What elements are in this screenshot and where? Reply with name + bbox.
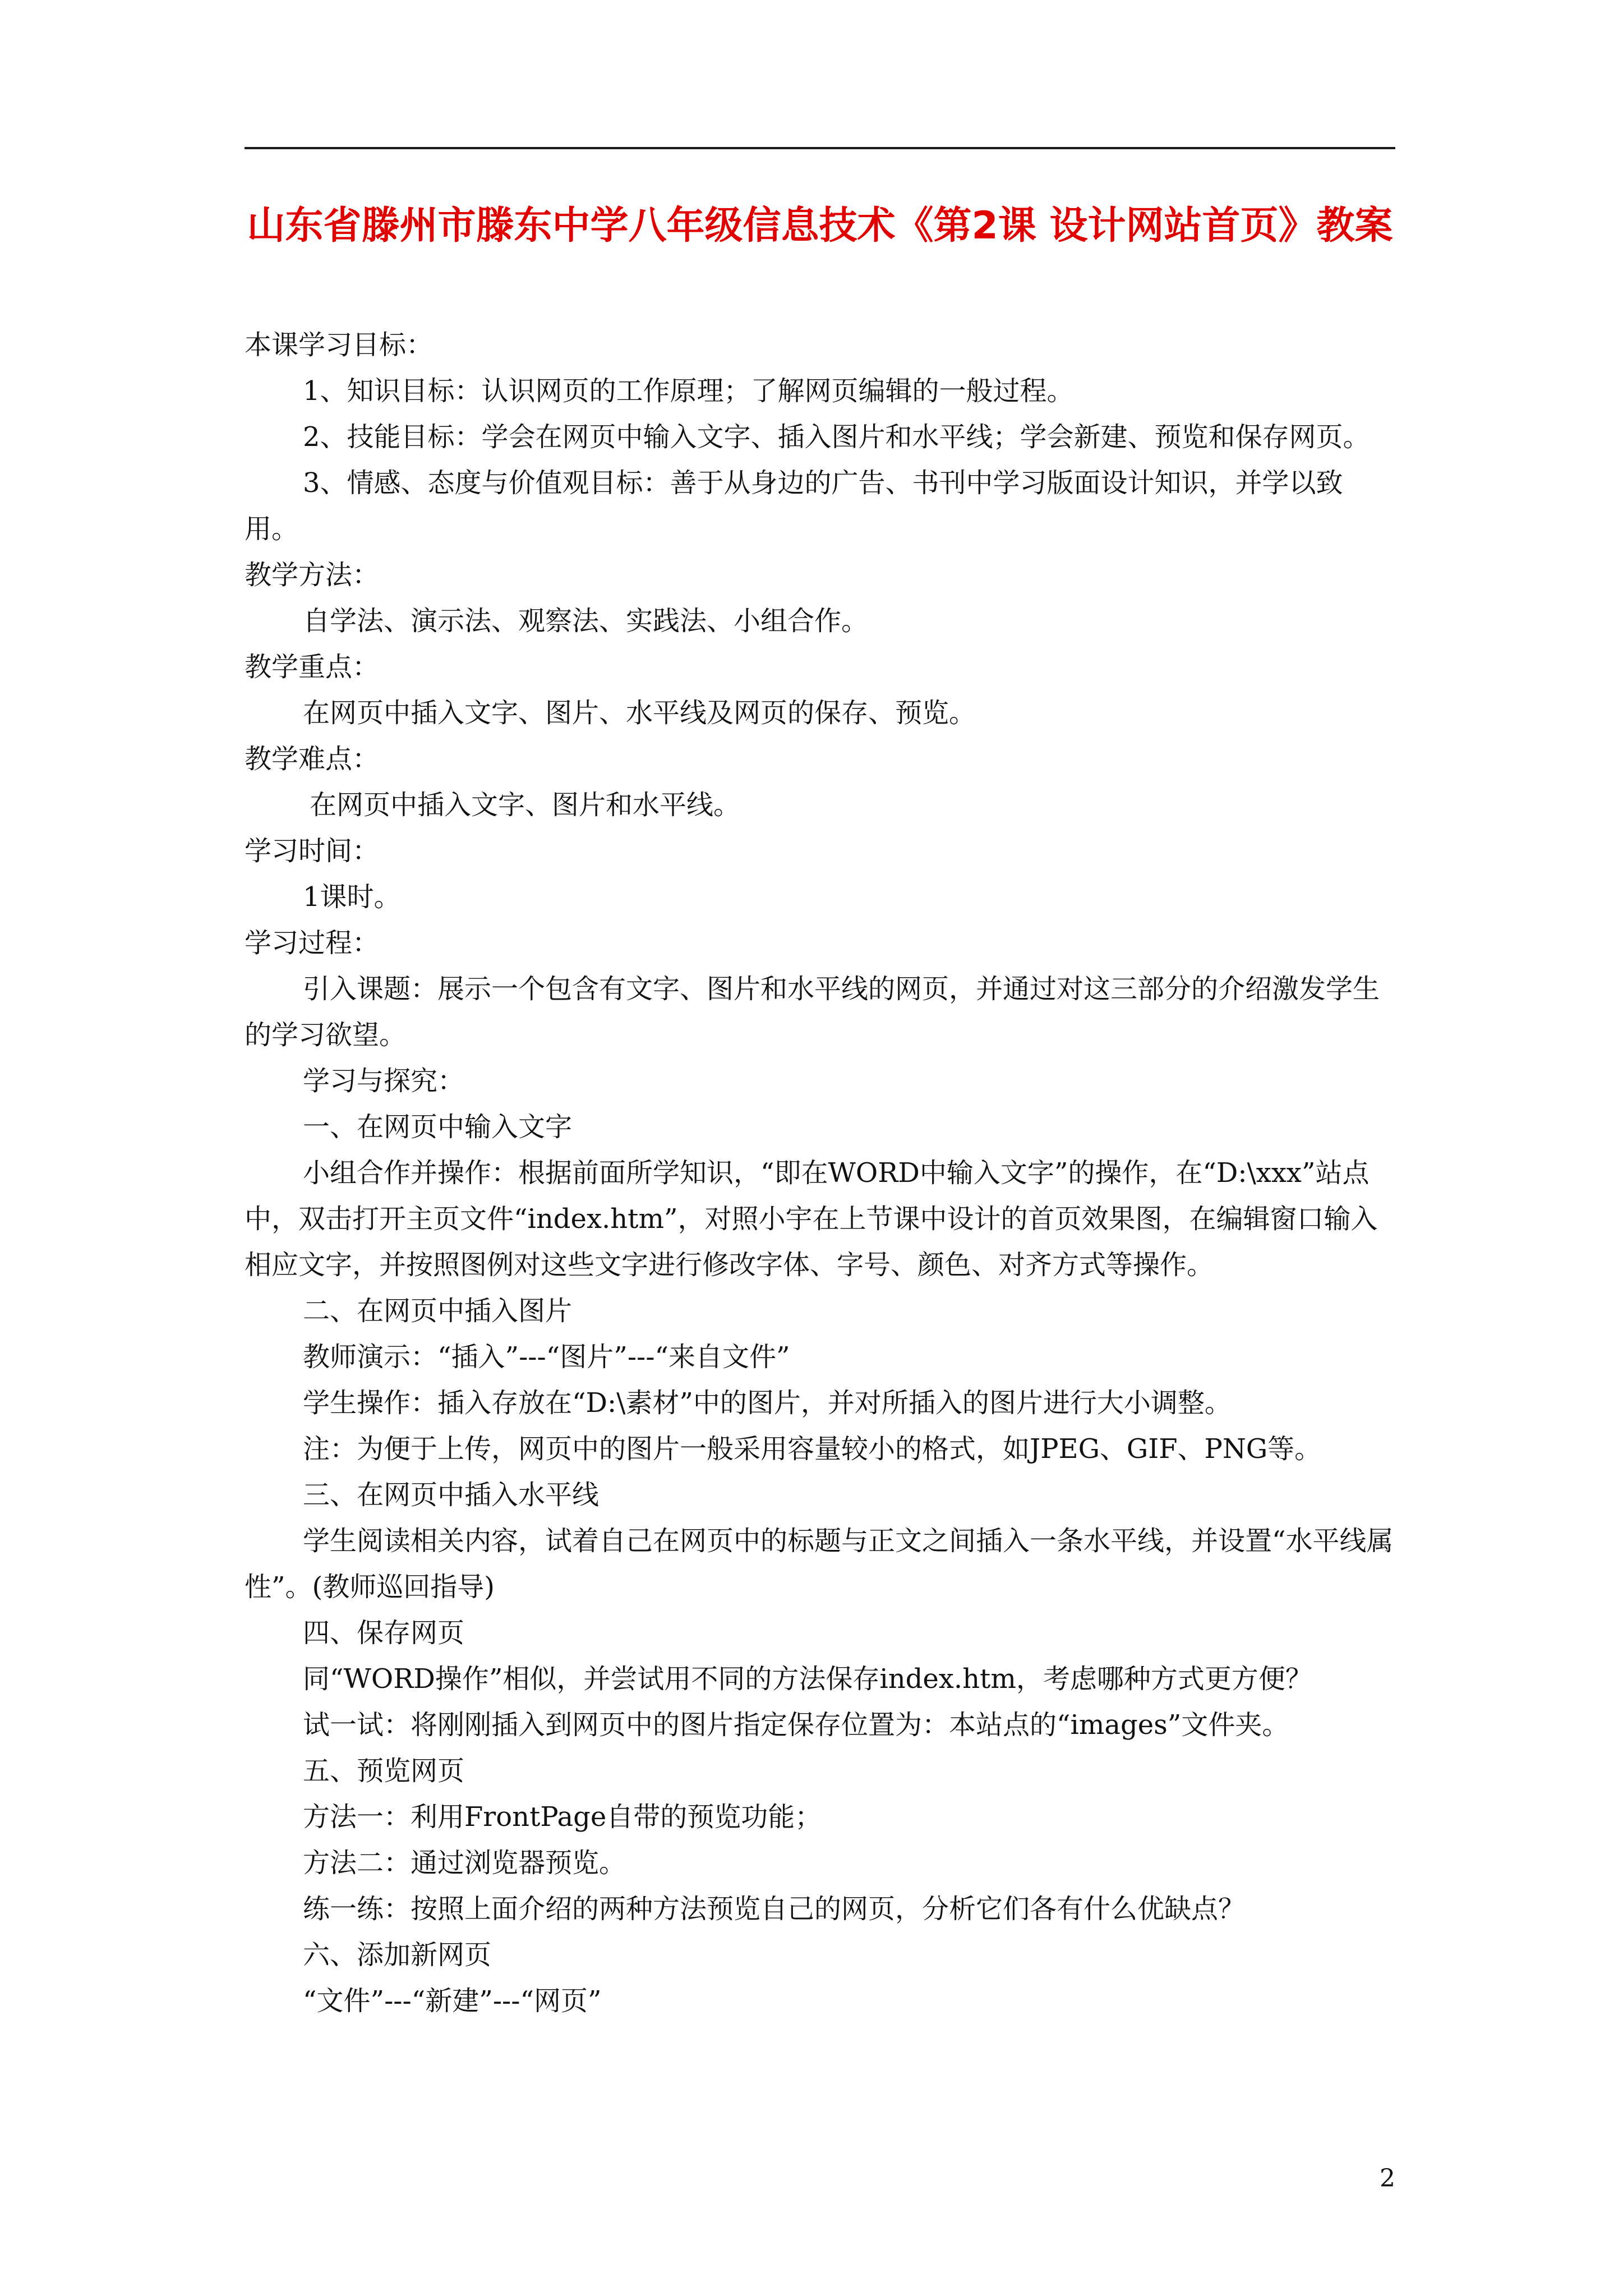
objective-skill: 2、技能目标：学会在网页中输入文字、插入图片和水平线；学会新建、预览和保存网页。 [303,421,1370,453]
section-horizontal-line-body: 学生阅读相关内容，试着自己在网页中的标题与正文之间插入一条水平线，并设置“水平线属性”。(教师巡回指导) [245,1525,1394,1603]
section-save-page-body: 同“WORD操作”相似，并尝试用不同的方法保存index.htm，考虑哪种方式更方便？ [303,1663,1312,1695]
methods-heading: 教学方法： [245,559,380,591]
keypoints-text: 在网页中插入文字、图片、水平线及网页的保存、预览。 [303,697,976,729]
preview-practice: 练一练：按照上面介绍的两种方法预览自己的网页，分析它们各有什么优缺点？ [303,1893,1246,1925]
preview-method-one: 方法一：利用FrontPage自带的预览功能； [303,1801,822,1833]
methods-text: 自学法、演示法、观察法、实践法、小组合作。 [303,605,869,637]
process-heading: 学习过程： [245,927,380,959]
page-number: 2 [1380,2164,1395,2193]
objectives-heading: 本课学习目标： [245,329,434,361]
section-heading-add-page: 六、添加新网页 [303,1939,492,1971]
difficulties-text: 在网页中插入文字、图片和水平线。 [310,789,741,821]
objective-attitude: 3、情感、态度与价值观目标：善于从身边的广告、书刊中学习版面设计知识，并学以致用。 [245,467,1343,545]
section-heading-text-input: 一、在网页中输入文字 [303,1111,573,1143]
section-text-input-body: 小组合作并操作：根据前面所学知识，“即在WORD中输入文字”的操作，在“D:\xxx”站点中，双击打开主页文件“index.htm”，对照小宇在上节课中设计的首页效果图，在编辑窗口输入相应文字，并按照图例对这些文字进行修改字体、字号、颜色、对齐方式等操作。 [245,1157,1378,1281]
objective-knowledge: 1、知识目标：认识网页的工作原理；了解网页编辑的一般过程。 [303,375,1074,407]
section-heading-save-page: 四、保存网页 [303,1617,465,1649]
section-heading-horizontal-line: 三、在网页中插入水平线 [303,1479,600,1511]
difficulties-heading: 教学难点： [245,743,380,775]
header-rule [245,147,1395,149]
document-title: 山东省滕州市滕东中学八年级信息技术《第2课 设计网站首页》教案 [247,204,1393,248]
section-heading-insert-image: 二、在网页中插入图片 [303,1295,573,1327]
document-body [245,322,1395,2024]
keypoints-heading: 教学重点： [245,651,380,683]
save-page-try: 试一试：将刚刚插入到网页中的图片指定保存位置为：本站点的“images”文件夹。 [303,1709,1289,1741]
intro-text: 引入课题：展示一个包含有文字、图片和水平线的网页，并通过对这三部分的介绍激发学生的学习欲望。 [245,973,1380,1051]
image-format-note: 注：为便于上传，网页中的图片一般采用容量较小的格式，如JPEG、GIF、PNG等。 [303,1433,1322,1465]
preview-method-two: 方法二：通过浏览器预览。 [303,1847,626,1879]
student-operation-text: 学生操作：插入存放在“D:\素材”中的图片，并对所插入的图片进行大小调整。 [303,1387,1232,1419]
time-heading: 学习时间： [245,835,380,867]
explore-heading: 学习与探究： [303,1065,465,1097]
time-text: 1课时。 [303,881,401,913]
teacher-demo-text: 教师演示：“插入”---“图片”---“来自文件” [303,1341,790,1373]
add-page-steps: “文件”---“新建”---“网页” [303,1985,602,2017]
section-heading-preview-page: 五、预览网页 [303,1755,465,1787]
